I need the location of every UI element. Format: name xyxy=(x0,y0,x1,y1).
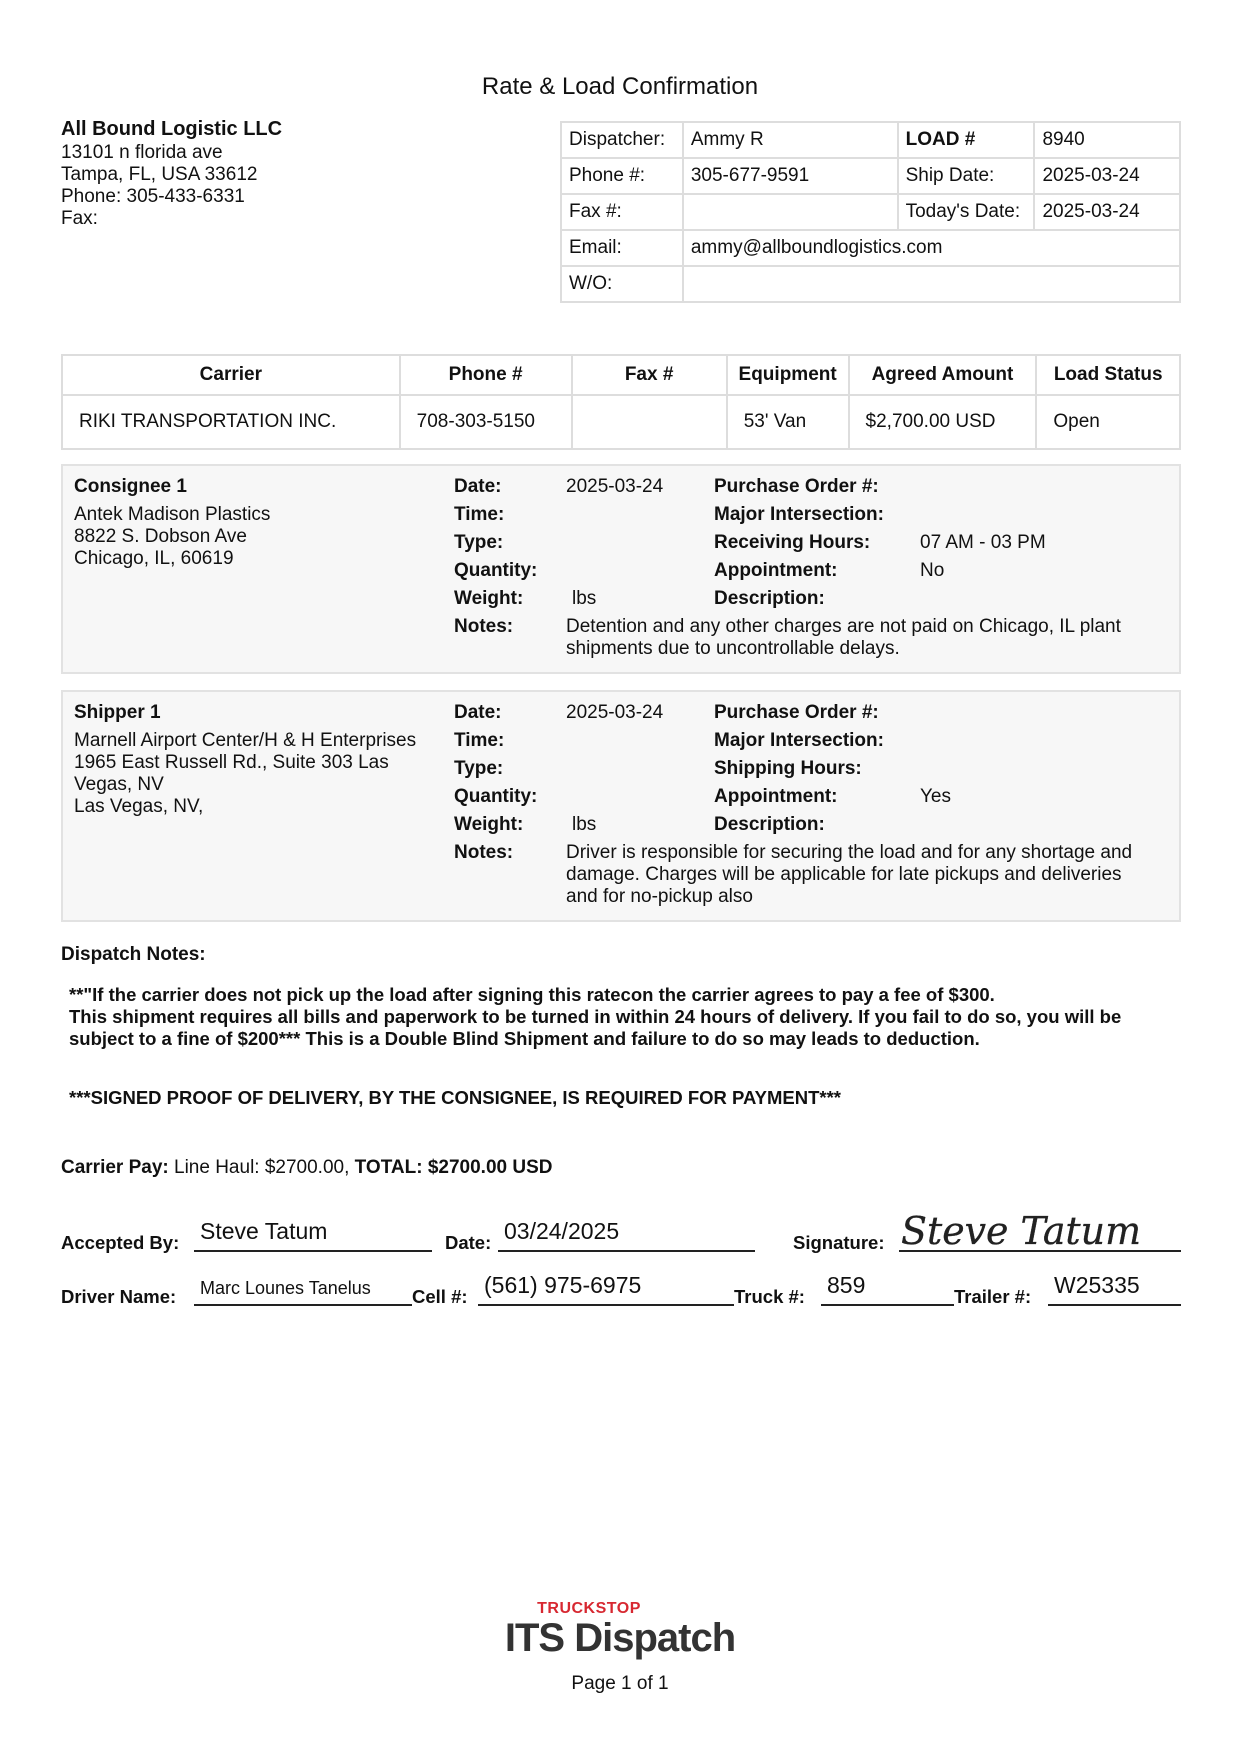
dispatcher-value: Ammy R xyxy=(683,122,898,158)
consignee-address-block xyxy=(74,476,270,570)
column-header: Carrier xyxy=(62,355,400,395)
quantity-label: Quantity: xyxy=(454,786,538,807)
dispatch-notes-text xyxy=(69,984,1179,1050)
agreed-amount-cell: $2,700.00 USD xyxy=(849,395,1037,449)
description-label: Description: xyxy=(714,588,825,609)
acceptance-date-label: Date: xyxy=(445,1232,492,1253)
appointment-label: Appointment: xyxy=(714,786,838,807)
carrier-pay-line xyxy=(61,1157,552,1179)
shipper-title: Shipper 1 xyxy=(74,702,161,723)
ship-date-value: 2025-03-24 xyxy=(1034,158,1180,194)
dispatch-info-table xyxy=(560,121,1181,303)
truck-label: Truck #: xyxy=(734,1286,805,1307)
table-row xyxy=(62,395,1180,449)
weight-unit: lbs xyxy=(572,588,597,609)
shipper-address-line1: 1965 East Russell Rd., Suite 303 Las Vegas, NV xyxy=(74,752,389,795)
consignee-notes: Detention and any other charges are not paid on Chicago, IL plant shipments due to uncontrollable delays. xyxy=(566,616,1121,659)
carrier-pay-total: TOTAL: $2700.00 USD xyxy=(354,1157,553,1178)
proof-of-delivery-note: ***SIGNED PROOF OF DELIVERY, BY THE CONSIGNEE, IS REQUIRED FOR PAYMENT*** xyxy=(69,1087,841,1108)
major-intersection-label: Major Intersection: xyxy=(714,730,884,751)
phone-label: Phone #: xyxy=(561,158,683,194)
column-header: Phone # xyxy=(400,355,572,395)
column-header: Fax # xyxy=(572,355,727,395)
work-order-value xyxy=(683,266,1180,302)
company-phone: Phone: 305-433-6331 xyxy=(61,186,245,207)
column-header: Load Status xyxy=(1036,355,1180,395)
company-block xyxy=(61,118,282,230)
column-header: Agreed Amount xyxy=(849,355,1037,395)
signature-label: Signature: xyxy=(793,1232,885,1253)
dispatch-notes-label: Dispatch Notes: xyxy=(61,944,206,965)
major-intersection-label: Major Intersection: xyxy=(714,504,884,525)
work-order-label: W/O: xyxy=(561,266,683,302)
company-name: All Bound Logistic LLC xyxy=(61,118,283,140)
todays-date-label: Today's Date: xyxy=(898,194,1035,230)
date-label: Date: xyxy=(454,476,502,497)
cell-label: Cell #: xyxy=(412,1286,468,1307)
shipper-address-block xyxy=(74,702,454,818)
dispatch-note-line2: This shipment requires all bills and paperwork to be turned in within 24 hours of delivery. If you fail to do so, you will be subject to a fine of $200*** This is a Double Blind Shipment and failure to do so may leads to deduction. xyxy=(69,1006,1122,1049)
driver-name-field[interactable]: Marc Lounes Tanelus xyxy=(194,1272,412,1306)
handwritten-signature xyxy=(899,1214,1149,1254)
driver-name-label: Driver Name: xyxy=(61,1286,177,1307)
description-label: Description: xyxy=(714,814,825,835)
receiving-hours-value: 07 AM - 03 PM xyxy=(920,532,1046,553)
date-label: Date: xyxy=(454,702,502,723)
ship-date-label: Ship Date: xyxy=(898,158,1035,194)
consignee-name: Antek Madison Plastics xyxy=(74,504,271,525)
shipper-address-line2: Las Vegas, NV, xyxy=(74,796,204,817)
table-row xyxy=(561,230,1180,266)
shipper-name: Marnell Airport Center/H & H Enterprises xyxy=(74,730,417,751)
carrier-pay-label: Carrier Pay: xyxy=(61,1157,169,1178)
consignee-title: Consignee 1 xyxy=(74,476,187,497)
driver-row xyxy=(61,1272,1181,1312)
type-label: Type: xyxy=(454,758,504,779)
load-number-label: LOAD # xyxy=(898,122,1035,158)
consignee-address-line2: Chicago, IL, 60619 xyxy=(74,548,234,569)
purchase-order-label: Purchase Order #: xyxy=(714,702,879,723)
email-label: Email: xyxy=(561,230,683,266)
acceptance-row xyxy=(61,1214,1181,1258)
type-label: Type: xyxy=(454,532,504,553)
notes-label: Notes: xyxy=(454,616,514,637)
date-value: 2025-03-24 xyxy=(566,476,664,497)
appointment-value: Yes xyxy=(920,786,951,807)
truck-field[interactable]: 859 xyxy=(821,1272,954,1306)
acceptance-date-field[interactable]: 03/24/2025 xyxy=(498,1218,755,1252)
table-header-row xyxy=(62,355,1180,395)
company-fax: Fax: xyxy=(61,208,98,229)
phone-value: 305-677-9591 xyxy=(683,158,898,194)
table-row xyxy=(561,158,1180,194)
trailer-label: Trailer #: xyxy=(954,1286,1032,1307)
purchase-order-label: Purchase Order #: xyxy=(714,476,879,497)
column-header: Equipment xyxy=(727,355,849,395)
table-row xyxy=(561,122,1180,158)
dispatcher-label: Dispatcher: xyxy=(561,122,683,158)
fax-value xyxy=(683,194,898,230)
time-label: Time: xyxy=(454,504,505,525)
date-value: 2025-03-24 xyxy=(566,702,664,723)
consignee-section xyxy=(61,464,1181,674)
company-address-line1: 13101 n florida ave xyxy=(61,142,223,163)
svg-text:Steve Tatum: Steve Tatum xyxy=(901,1214,1141,1253)
weight-unit: lbs xyxy=(572,814,597,835)
fax-label: Fax #: xyxy=(561,194,683,230)
page-number: Page 1 of 1 xyxy=(571,1673,669,1694)
accepted-by-field[interactable]: Steve Tatum xyxy=(194,1218,432,1252)
notes-label: Notes: xyxy=(454,842,514,863)
logo-main-text: ITS Dispatch xyxy=(504,1616,736,1660)
consignee-address-line1: 8822 S. Dobson Ave xyxy=(74,526,247,547)
accepted-by-label: Accepted By: xyxy=(61,1232,180,1253)
email-value: ammy@allboundlogistics.com xyxy=(683,230,1180,266)
shipper-notes: Driver is responsible for securing the load and for any shortage and damage. Charges will be applicable for late pickups and deliveries and for no-pickup also xyxy=(566,842,1133,907)
quantity-label: Quantity: xyxy=(454,560,538,581)
trailer-field[interactable]: W25335 xyxy=(1048,1272,1181,1306)
table-row xyxy=(561,194,1180,230)
logo-top-text: TRUCKSTOP xyxy=(537,1600,641,1617)
carrier-table xyxy=(61,354,1181,450)
table-row xyxy=(561,266,1180,302)
receiving-hours-label: Receiving Hours: xyxy=(714,532,871,553)
cell-field[interactable]: (561) 975-6975 xyxy=(478,1272,734,1306)
todays-date-value: 2025-03-24 xyxy=(1034,194,1180,230)
shipper-section xyxy=(61,690,1181,922)
carrier-phone-cell: 708-303-5150 xyxy=(400,395,572,449)
appointment-label: Appointment: xyxy=(714,560,838,581)
time-label: Time: xyxy=(454,730,505,751)
load-status-cell: Open xyxy=(1036,395,1180,449)
its-dispatch-logo xyxy=(0,1600,1240,1658)
equipment-cell: 53' Van xyxy=(727,395,849,449)
dispatch-note-line1: **"If the carrier does not pick up the load after signing this ratecon the carrier agrees to pay a fee of $300. xyxy=(69,984,995,1005)
carrier-fax-cell xyxy=(572,395,727,449)
company-address-line2: Tampa, FL, USA 33612 xyxy=(61,164,258,185)
signature-field[interactable] xyxy=(899,1214,1181,1253)
line-haul-amount: Line Haul: $2700.00, xyxy=(168,1157,355,1178)
document-title: Rate & Load Confirmation xyxy=(481,73,759,100)
weight-label: Weight: xyxy=(454,814,524,835)
carrier-name-cell: RIKI TRANSPORTATION INC. xyxy=(62,395,400,449)
shipping-hours-label: Shipping Hours: xyxy=(714,758,862,779)
weight-label: Weight: xyxy=(454,588,524,609)
load-number-value: 8940 xyxy=(1034,122,1180,158)
appointment-value: No xyxy=(920,560,945,581)
